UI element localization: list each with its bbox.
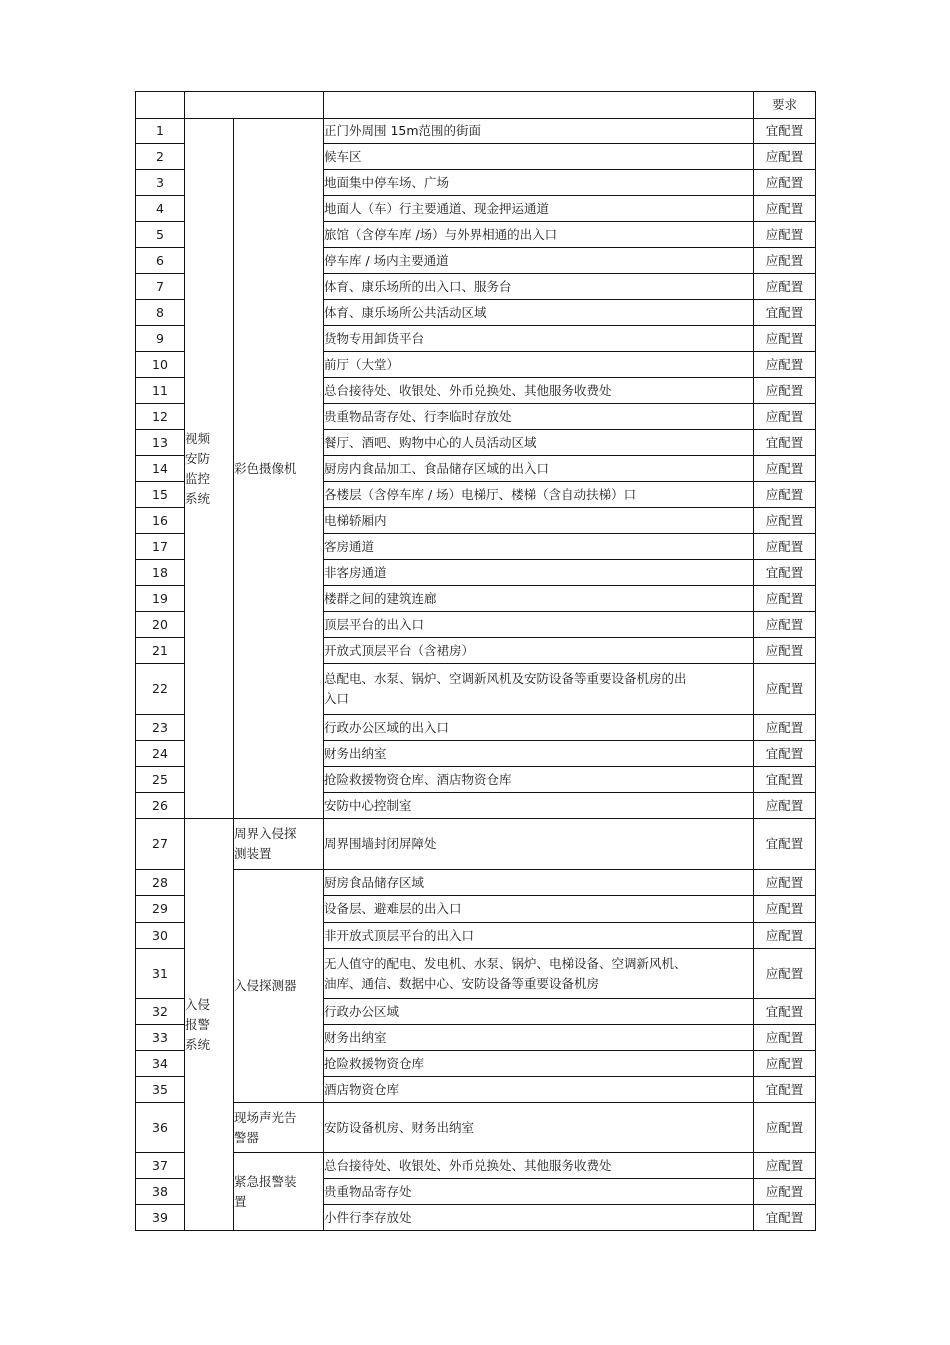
requirement-cell: 应配置 <box>754 170 816 196</box>
location-cell <box>324 482 754 508</box>
location-cell <box>324 144 754 170</box>
text-line: 油库、通信、数据中心、安防设备等重要设备机房 <box>324 975 600 991</box>
row-number: 12 <box>136 404 185 430</box>
requirement-cell: 应配置 <box>754 1153 816 1179</box>
requirement-cell: 宜配置 <box>754 560 816 586</box>
location-cell <box>324 560 754 586</box>
requirement-cell: 应配置 <box>754 1025 816 1051</box>
location-cell <box>324 300 754 326</box>
text-line: 置 <box>234 1193 247 1209</box>
requirement-cell: 应配置 <box>754 144 816 170</box>
text-line: 抢险救援物资仓库 <box>324 1055 425 1071</box>
row-number: 22 <box>136 664 185 715</box>
row-number: 37 <box>136 1153 185 1179</box>
location-cell <box>324 870 754 896</box>
text-line: 厨房内食品加工、食品储存区域的出入口 <box>324 460 550 476</box>
requirement-cell: 应配置 <box>754 1051 816 1077</box>
row-number: 23 <box>136 715 185 741</box>
row-number: 31 <box>136 949 185 999</box>
text-line: 周界入侵探 <box>234 826 297 841</box>
location-cell <box>324 1179 754 1205</box>
text-line: 周界围墙封闭屏障处 <box>324 836 437 851</box>
location-cell <box>324 715 754 741</box>
row-number: 15 <box>136 482 185 508</box>
location-cell <box>324 767 754 793</box>
location-cell <box>324 430 754 456</box>
location-cell <box>324 378 754 404</box>
requirement-cell: 宜配置 <box>754 119 816 144</box>
requirement-cell: 宜配置 <box>754 767 816 793</box>
row-number: 11 <box>136 378 185 404</box>
system-name-video <box>185 119 234 819</box>
text-line: 厨房食品储存区域 <box>324 874 425 890</box>
text-line: 系统 <box>185 490 211 506</box>
table-row <box>136 1153 816 1179</box>
text-line: 体育、康乐场所的出入口、服务台 <box>324 278 512 294</box>
text-line: 现场声光告 <box>234 1109 297 1125</box>
text-line: 紧急报警装 <box>234 1173 297 1189</box>
header-requirement: 要求 <box>754 92 816 119</box>
row-number: 4 <box>136 196 185 222</box>
requirement-cell: 应配置 <box>754 1179 816 1205</box>
text-line: 非客房通道 <box>324 564 387 580</box>
location-cell <box>324 456 754 482</box>
requirement-cell: 应配置 <box>754 638 816 664</box>
row-number: 2 <box>136 144 185 170</box>
location-cell <box>324 119 754 144</box>
row-number: 28 <box>136 870 185 896</box>
row-number: 18 <box>136 560 185 586</box>
location-cell <box>324 1205 754 1231</box>
row-number: 24 <box>136 741 185 767</box>
text-line: 贵重物品寄存处 <box>324 1183 412 1199</box>
row-number: 27 <box>136 819 185 870</box>
device-name-emergency <box>234 1153 324 1231</box>
requirement-cell: 应配置 <box>754 352 816 378</box>
location-cell <box>324 1051 754 1077</box>
row-number: 34 <box>136 1051 185 1077</box>
requirement-cell: 应配置 <box>754 456 816 482</box>
row-number: 33 <box>136 1025 185 1051</box>
text-line: 旅馆（含停车库 /场）与外界相通的出入口 <box>324 226 558 242</box>
row-number: 39 <box>136 1205 185 1231</box>
row-number: 29 <box>136 896 185 923</box>
row-number: 21 <box>136 638 185 664</box>
text-line: 顶层平台的出入口 <box>324 616 425 632</box>
table-row <box>136 819 816 870</box>
text-line: 设备层、避难层的出入口 <box>324 901 462 916</box>
location-cell <box>324 741 754 767</box>
table-row <box>136 119 816 144</box>
row-number: 14 <box>136 456 185 482</box>
location-cell <box>324 352 754 378</box>
text-line: 贵重物品寄存处、行李临时存放处 <box>324 408 512 424</box>
requirement-cell: 应配置 <box>754 664 816 715</box>
location-cell <box>324 222 754 248</box>
text-line: 前厅（大堂） <box>324 356 400 372</box>
text-line: 地面人（车）行主要通道、现金押运通道 <box>324 200 550 216</box>
text-line: 正门外周围 15m范围的街面 <box>324 123 482 138</box>
header-category <box>185 92 324 119</box>
row-number: 36 <box>136 1103 185 1153</box>
row-number: 25 <box>136 767 185 793</box>
row-number: 38 <box>136 1179 185 1205</box>
text-line: 总台接待处、收银处、外币兑换处、其他服务收费处 <box>324 382 612 398</box>
row-number: 1 <box>136 119 185 144</box>
text-line: 财务出纳室 <box>324 745 387 761</box>
requirement-cell: 应配置 <box>754 482 816 508</box>
requirement-cell: 宜配置 <box>754 300 816 326</box>
table-header-row <box>136 92 816 119</box>
location-cell <box>324 923 754 949</box>
requirement-cell: 应配置 <box>754 274 816 300</box>
text-line: 小件行李存放处 <box>324 1209 412 1225</box>
requirement-cell: 应配置 <box>754 1103 816 1153</box>
row-number: 8 <box>136 300 185 326</box>
location-cell <box>324 508 754 534</box>
location-cell <box>324 793 754 819</box>
requirement-cell: 应配置 <box>754 222 816 248</box>
requirement-cell: 应配置 <box>754 793 816 819</box>
requirement-cell: 宜配置 <box>754 1205 816 1231</box>
text-line: 候车区 <box>324 148 362 164</box>
text-line: 地面集中停车场、广场 <box>324 174 450 190</box>
location-cell <box>324 1025 754 1051</box>
location-cell <box>324 1103 754 1153</box>
requirement-cell: 应配置 <box>754 508 816 534</box>
text-line: 酒店物资仓库 <box>324 1081 400 1097</box>
text-line: 停车库 / 场内主要通道 <box>324 252 449 268</box>
location-cell <box>324 664 754 715</box>
text-line: 楼群之间的建筑连廊 <box>324 590 437 606</box>
location-cell <box>324 248 754 274</box>
location-cell <box>324 274 754 300</box>
location-cell <box>324 999 754 1025</box>
text-line: 财务出纳室 <box>324 1029 387 1045</box>
text-line: 视频 <box>185 430 211 446</box>
text-line: 彩色摄像机 <box>234 460 297 476</box>
text-line: 抢险救援物资仓库、酒店物资仓库 <box>324 771 512 787</box>
requirement-cell: 宜配置 <box>754 999 816 1025</box>
row-number: 20 <box>136 612 185 638</box>
location-cell <box>324 196 754 222</box>
row-number: 5 <box>136 222 185 248</box>
device-name-perimeter <box>234 819 324 870</box>
device-name-alarm <box>234 1103 324 1153</box>
text-line: 警器 <box>234 1129 260 1145</box>
requirement-cell: 应配置 <box>754 923 816 949</box>
text-line: 报警 <box>185 1016 211 1032</box>
requirement-cell: 宜配置 <box>754 1077 816 1103</box>
requirement-cell: 宜配置 <box>754 741 816 767</box>
text-line: 总配电、水泵、锅炉、空调新风机及安防设备等重要设备机房的出 <box>324 671 687 686</box>
requirement-cell: 宜配置 <box>754 819 816 870</box>
row-number: 17 <box>136 534 185 560</box>
row-number: 7 <box>136 274 185 300</box>
requirement-cell: 应配置 <box>754 612 816 638</box>
location-cell <box>324 612 754 638</box>
text-line: 货物专用卸货平台 <box>324 330 425 346</box>
text-line: 入侵探测器 <box>234 978 297 993</box>
location-cell <box>324 404 754 430</box>
location-cell <box>324 534 754 560</box>
location-cell <box>324 326 754 352</box>
text-line: 体育、康乐场所公共活动区域 <box>324 304 487 320</box>
text-line: 安防设备机房、财务出纳室 <box>324 1119 475 1135</box>
row-number: 3 <box>136 170 185 196</box>
requirement-cell: 应配置 <box>754 715 816 741</box>
header-number <box>136 92 185 119</box>
text-line: 入口 <box>324 691 350 706</box>
location-cell <box>324 819 754 870</box>
text-line: 入侵 <box>185 996 211 1012</box>
requirement-cell: 应配置 <box>754 326 816 352</box>
location-cell <box>324 896 754 923</box>
row-number: 35 <box>136 1077 185 1103</box>
location-cell <box>324 170 754 196</box>
requirement-cell: 应配置 <box>754 949 816 999</box>
text-line: 餐厅、酒吧、购物中心的人员活动区域 <box>324 434 537 450</box>
text-line: 客房通道 <box>324 538 375 554</box>
requirement-cell: 应配置 <box>754 378 816 404</box>
row-number: 10 <box>136 352 185 378</box>
text-line: 总台接待处、收银处、外币兑换处、其他服务收费处 <box>324 1157 612 1173</box>
text-line: 安防 <box>185 450 211 466</box>
row-number: 30 <box>136 923 185 949</box>
text-line: 监控 <box>185 470 211 486</box>
text-line: 开放式顶层平台（含裙房） <box>324 642 475 658</box>
row-number: 13 <box>136 430 185 456</box>
text-line: 非开放式顶层平台的出入口 <box>324 927 475 943</box>
row-number: 32 <box>136 999 185 1025</box>
requirement-cell: 应配置 <box>754 586 816 612</box>
table-row <box>136 1103 816 1153</box>
text-line: 电梯轿厢内 <box>324 512 387 528</box>
location-cell <box>324 1153 754 1179</box>
row-number: 16 <box>136 508 185 534</box>
device-name-color_camera <box>234 119 324 819</box>
location-cell <box>324 586 754 612</box>
text-line: 行政办公区域 <box>324 1003 400 1019</box>
text-line: 各楼层（含停车库 / 场）电梯厅、楼梯（含自动扶梯）口 <box>324 486 637 502</box>
requirement-cell: 应配置 <box>754 196 816 222</box>
system-name-intrusion <box>185 819 234 1231</box>
device-name-detector <box>234 870 324 1103</box>
text-line: 系统 <box>185 1036 211 1052</box>
text-line: 安防中心控制室 <box>324 797 412 813</box>
row-number: 6 <box>136 248 185 274</box>
security-config-table <box>135 91 816 1231</box>
row-number: 9 <box>136 326 185 352</box>
location-cell <box>324 949 754 999</box>
table-row <box>136 870 816 896</box>
requirement-cell: 宜配置 <box>754 430 816 456</box>
row-number: 19 <box>136 586 185 612</box>
requirement-cell: 应配置 <box>754 404 816 430</box>
requirement-cell: 应配置 <box>754 248 816 274</box>
location-cell <box>324 638 754 664</box>
text-line: 测装置 <box>234 846 272 861</box>
text-line: 行政办公区域的出入口 <box>324 719 450 735</box>
requirement-cell: 应配置 <box>754 896 816 923</box>
header-location <box>324 92 754 119</box>
row-number: 26 <box>136 793 185 819</box>
location-cell <box>324 1077 754 1103</box>
requirement-cell: 应配置 <box>754 534 816 560</box>
requirement-cell: 应配置 <box>754 870 816 896</box>
text-line: 无人值守的配电、发电机、水泵、锅炉、电梯设备、空调新风机、 <box>324 955 687 971</box>
